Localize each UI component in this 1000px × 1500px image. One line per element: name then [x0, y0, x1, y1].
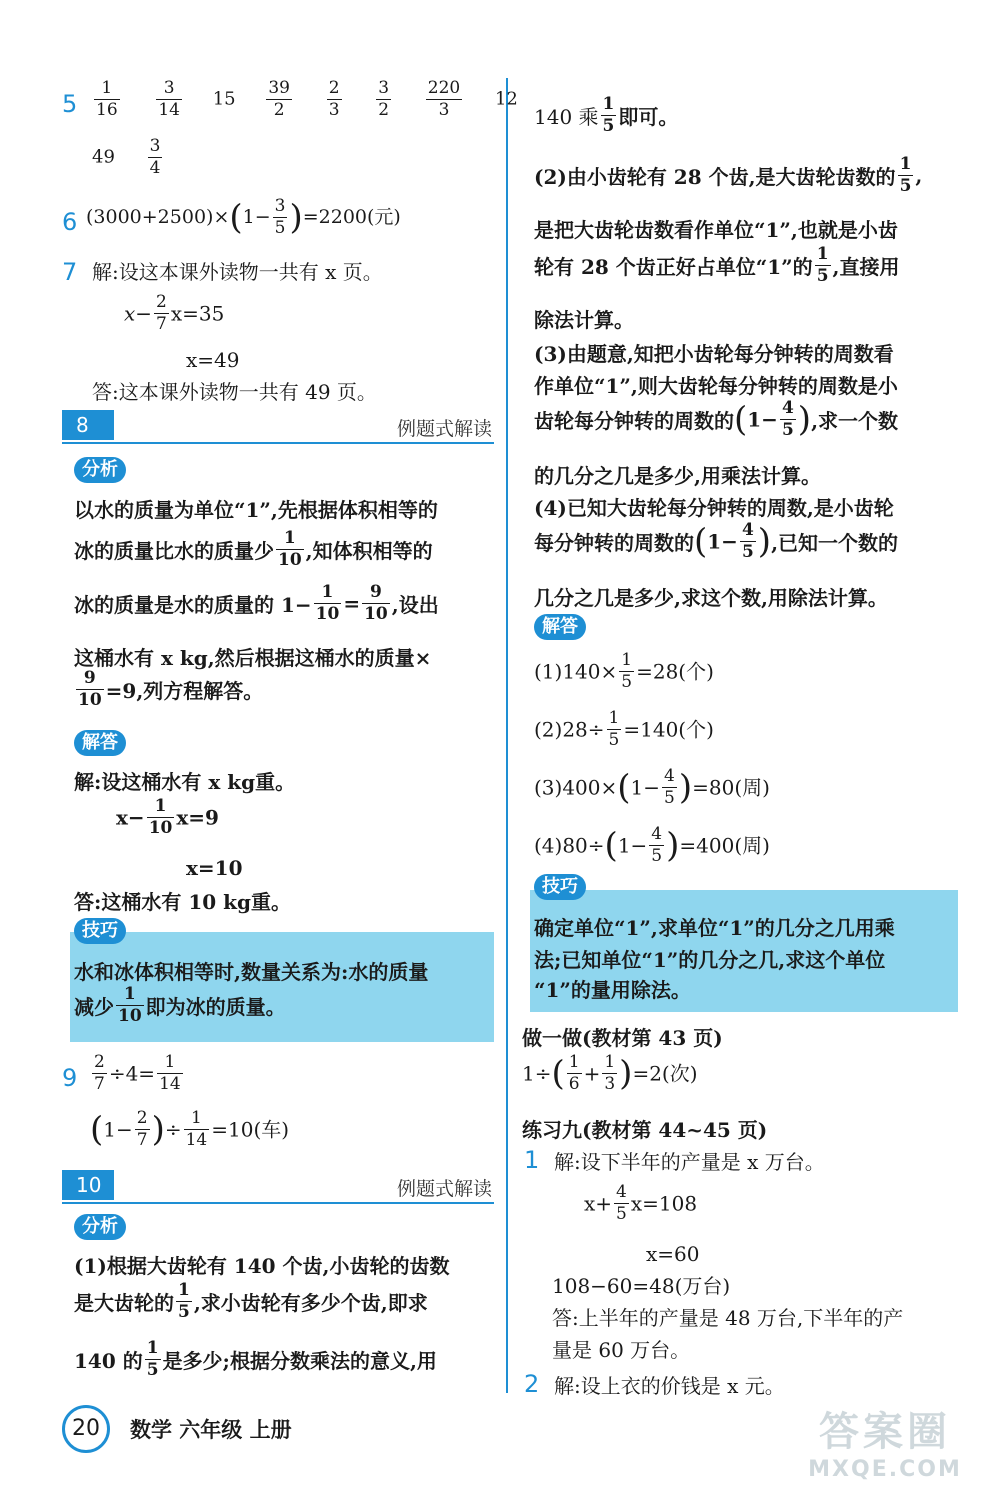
r-line2: (2)由小齿轮有 28 个齿,是大齿轮齿数的 $\frac{1}{5}$ ,: [534, 154, 923, 196]
r-tip-line2: 法;已知单位“1”的几分之几,求这个单位: [534, 948, 886, 972]
q8-solution-answer: 答:这桶水有 10 kg重。: [74, 890, 291, 914]
q8-header-label: 例题式解读: [396, 418, 492, 440]
r-tip-line1: 确定单位“1”,求单位“1”的几分之几用乘: [534, 916, 895, 940]
q9-line2: (1− $\frac{2}{7}$ )÷ $\frac{1}{14}$ =10(车): [90, 1108, 290, 1150]
right-tip-badge: 技巧: [534, 874, 586, 900]
q10-analysis-line2: 是大齿轮的 $\frac{1}{5}$ ,求小齿轮有多少个齿,即求: [74, 1280, 428, 1322]
q8-solution-eq2: x=10: [186, 856, 243, 880]
q7-eq1: x− $\frac{2}{7}$ x=35: [124, 292, 225, 334]
right-answer-badge: 解答: [534, 614, 586, 640]
r-line9: 的几分之几是多少,用乘法计算。: [534, 464, 821, 488]
q8-analysis-line5: $\frac{9}{10}$ =9,列方程解答。: [78, 668, 264, 710]
ex9-q1-number: 1: [524, 1146, 540, 1174]
q8-solution-line1: 解:设这桶水有 x kg重。: [74, 770, 296, 794]
r-answer2: (2)28÷ $\frac{1}{5}$ =140(个): [534, 708, 714, 750]
q10-number: 10: [62, 1170, 114, 1200]
r-line7: 作单位“1”,则大齿轮每分钟转的周数是小: [534, 374, 898, 398]
footer-book-title: 数学 六年级 上册: [130, 1418, 292, 1442]
q8-answer-badge: 解答: [74, 730, 126, 756]
ex9-q1-answer1: 答:上半年的产量是 48 万台,下半年的产: [552, 1306, 904, 1330]
ex9-q1-answer2: 量是 60 万台。: [552, 1338, 691, 1362]
q6-number: 6: [62, 208, 78, 236]
q10-header-label: 例题式解读: [396, 1178, 492, 1200]
q8-tip-badge: 技巧: [74, 918, 126, 944]
ex9-q1-line1: 解:设下半年的产量是 x 万台。: [554, 1150, 825, 1174]
q8-number: 8: [62, 410, 114, 440]
r-line8: 齿轮每分钟转的周数的(1− $\frac{4}{5}$ ),求一个数: [534, 398, 899, 440]
q10-header-bar: [62, 1170, 494, 1204]
q8-header-bar: [62, 410, 494, 444]
q8-tip-line2: 减少 $\frac{1}{10}$ 即为冰的质量。: [74, 984, 286, 1026]
r-line4: 轮有 28 个齿正好占单位“1”的 $\frac{1}{5}$ ,直接用: [534, 244, 900, 286]
q8-analysis-line3: 冰的质量是水的质量的 1− $\frac{1}{10}$ = $\frac{9}{10}$ ,设出: [74, 582, 439, 624]
q8-solution-eq1: x− $\frac{1}{10}$ x=9: [116, 796, 219, 838]
q7-number: 7: [62, 258, 78, 286]
r-line5: 除法计算。: [534, 308, 634, 332]
r-line1: 140 乘 $\frac{1}{5}$ 即可。: [534, 94, 679, 136]
ex9-q1-eq2: x=60: [646, 1242, 700, 1266]
ex9-q1-eq1: x+ $\frac{4}{5}$ x=108: [584, 1182, 698, 1224]
r-line3: 是把大齿轮齿数看作单位“1”,也就是小齿: [534, 218, 898, 242]
q5-line2: 49 $\frac{3}{4}$: [92, 136, 161, 178]
q10-analysis-line3: 140 的 $\frac{1}{5}$ 是多少;根据分数乘法的意义,用: [74, 1338, 437, 1380]
ex9-q1-calc: 108−60=48(万台): [552, 1274, 731, 1298]
ex9-q2-number: 2: [524, 1370, 540, 1398]
q5-number: 5: [62, 90, 78, 118]
q8-analysis-line2: 冰的质量比水的质量少 $\frac{1}{10}$ ,知体积相等的: [74, 528, 433, 570]
q10-analysis-line1: (1)根据大齿轮有 140 个齿,小齿轮的齿数: [74, 1254, 450, 1278]
section-heading-do-it: 做一做(教材第 43 页): [522, 1026, 723, 1050]
r-answer1: (1)140× $\frac{1}{5}$ =28(个): [534, 650, 714, 692]
r-answer4: (4)80÷(1− $\frac{4}{5}$ )=400(周): [534, 824, 770, 866]
page-number-badge: 20: [62, 1405, 110, 1453]
q8-analysis-line4: 这桶水有 x kg,然后根据这桶水的质量×: [74, 646, 432, 670]
q7-eq2: x=49: [186, 348, 240, 372]
q8-analysis-badge: 分析: [74, 457, 126, 483]
ex9-q2-line1: 解:设上衣的价钱是 x 元。: [554, 1374, 785, 1398]
section-heading-exercise-9: 练习九(教材第 44~45 页): [522, 1118, 768, 1142]
r-do-it-eq: 1÷( $\frac{1}{6}$ + $\frac{1}{3}$ )=2(次): [522, 1052, 698, 1094]
r-line12: 几分之几是多少,求这个数,用除法计算。: [534, 586, 888, 610]
q5-line1: $\frac{1}{16}$ $\frac{3}{14}$ 15 $\frac{39}{2}$ $\frac{2}{3}$ $\frac{3}{2}$ $\frac{220}{3}$ 12: [96, 78, 518, 120]
column-divider: [506, 78, 508, 1393]
q9-number: 9: [62, 1064, 78, 1092]
q9-line1: $\frac{2}{7}$ ÷4= $\frac{1}{14}$: [94, 1052, 181, 1094]
q8-analysis-line1: 以水的质量为单位“1”,先根据体积相等的: [74, 498, 438, 522]
watermark-logo: 答案圈 MXQE.COM: [808, 1409, 962, 1482]
r-line6: (3)由题意,知把小齿轮每分钟转的周数看: [534, 342, 894, 366]
q10-analysis-badge: 分析: [74, 1214, 126, 1240]
r-answer3: (3)400×(1− $\frac{4}{5}$ )=80(周): [534, 766, 770, 808]
q6-equation: (3000+2500)×(1− $\frac{3}{5}$ )=2200(元): [86, 196, 401, 238]
q7-line1: 解:设这本课外读物一共有 x 页。: [92, 260, 383, 284]
r-line10: (4)已知大齿轮每分钟转的周数,是小齿轮: [534, 496, 894, 520]
q8-tip-line1: 水和冰体积相等时,数量关系为:水的质量: [74, 960, 429, 984]
r-tip-line3: “1”的量用除法。: [534, 978, 691, 1002]
q7-answer: 答:这本课外读物一共有 49 页。: [92, 380, 377, 404]
r-line11: 每分钟转的周数的(1− $\frac{4}{5}$ ),已知一个数的: [534, 520, 899, 562]
